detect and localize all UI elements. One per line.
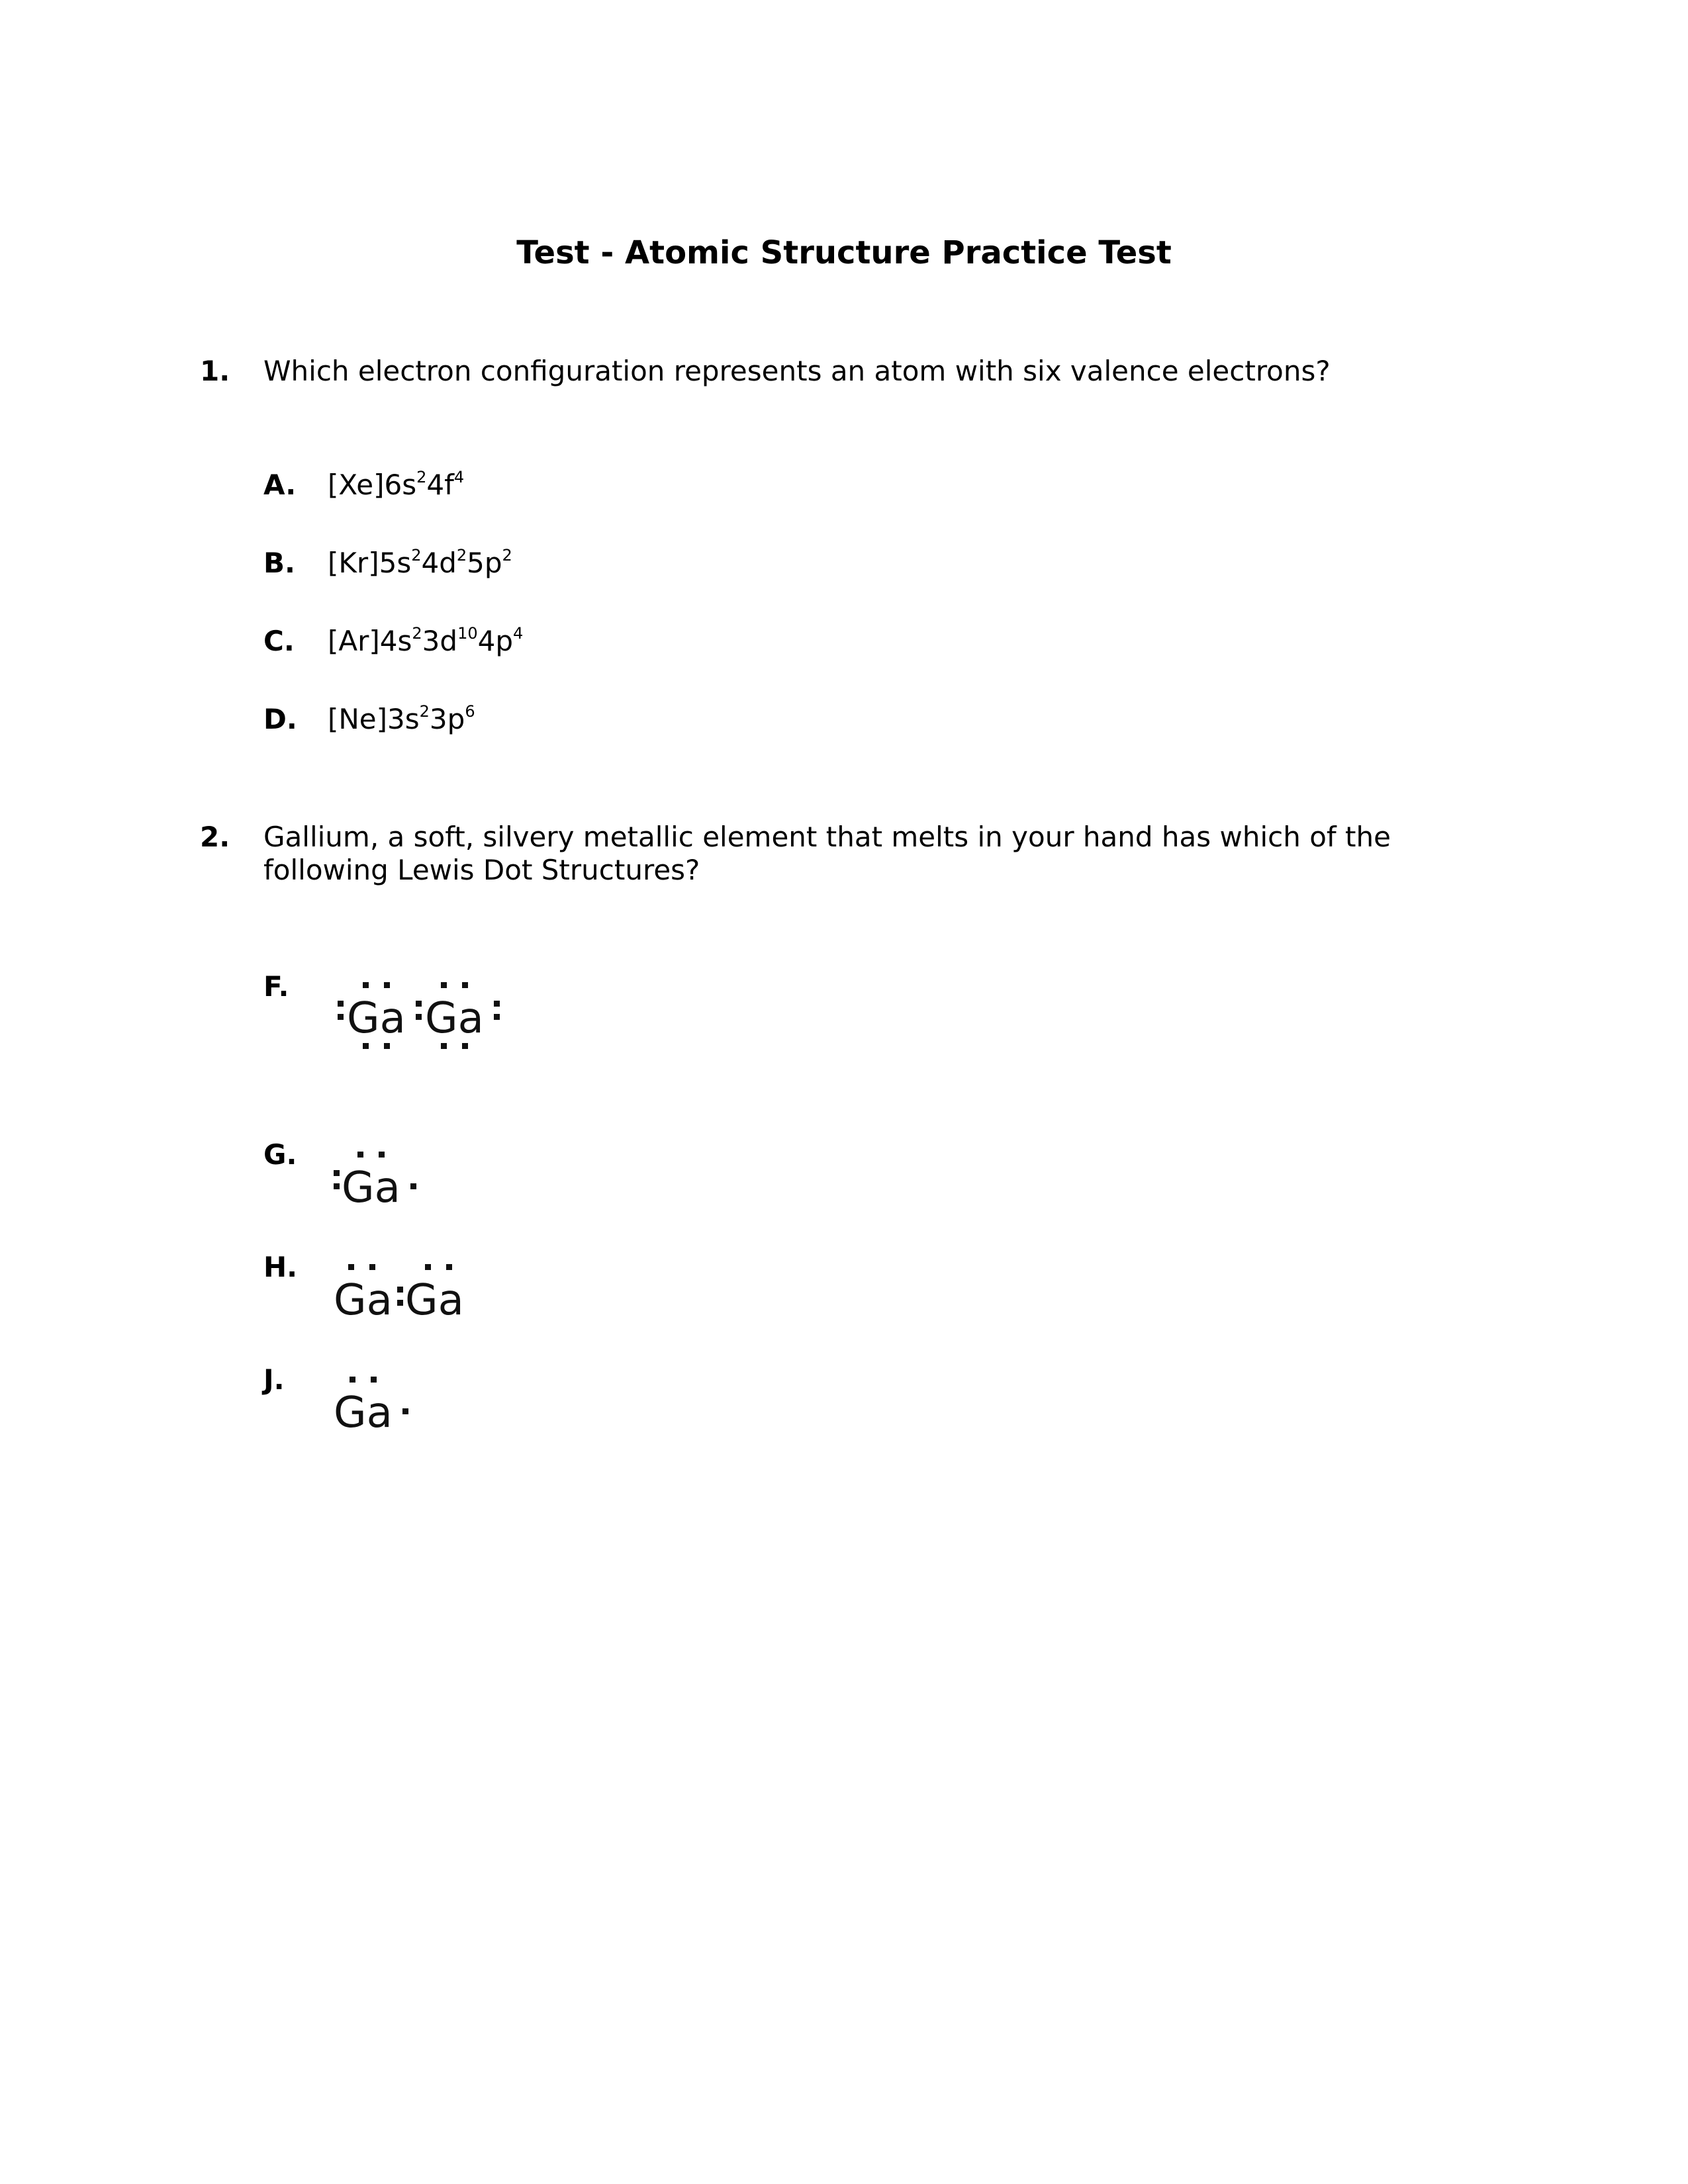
- electron-count: 2: [502, 546, 512, 565]
- question-1-text: Which electron configuration represents an atom with six valence electrons?: [263, 355, 1331, 387]
- core-notation: [Kr]: [328, 547, 379, 579]
- option-g-letter: G.: [263, 1138, 297, 1171]
- ga-symbol: Ga: [334, 1276, 393, 1321]
- lewis-structure-f: [331, 973, 516, 1059]
- ga-symbol: Ga: [425, 994, 484, 1043]
- question-1-number: 1.: [200, 355, 230, 387]
- orbital: 5p: [467, 547, 502, 579]
- electron-count: 10: [457, 624, 478, 643]
- option-f-letter: F.: [263, 970, 289, 1003]
- electron-count: 6: [465, 702, 475, 721]
- option-d-config: [328, 703, 475, 740]
- option-b-letter: B.: [263, 547, 295, 579]
- ga-symbol: Ga: [342, 1163, 400, 1208]
- option-b-config: [328, 547, 512, 584]
- question-2-text: Gallium, a soft, silvery metallic element that melts in your hand has which of the following Lewis Dot Structures?: [263, 821, 1391, 886]
- option-d-letter: D.: [263, 703, 297, 735]
- orbital: 4f: [426, 469, 454, 501]
- electron-count: 2: [412, 624, 422, 643]
- orbital: 6s: [384, 469, 417, 501]
- electron-count: 4: [513, 624, 524, 643]
- electron-count: 2: [416, 468, 427, 486]
- electron-count: 4: [453, 468, 465, 486]
- electron-count: 2: [456, 546, 467, 565]
- lewis-structure-j: [331, 1367, 437, 1433]
- electron-count: 2: [411, 546, 422, 565]
- orbital: 4d: [421, 547, 457, 579]
- page-title: Test - Atomic Structure Practice Test: [516, 234, 1172, 271]
- core-notation: [Xe]: [328, 469, 385, 501]
- lewis-structure-g: [331, 1142, 437, 1208]
- orbital: 4p: [477, 625, 513, 657]
- ga-symbol: Ga: [334, 1388, 393, 1433]
- orbital: 3p: [429, 703, 465, 735]
- question-2-number: 2.: [200, 821, 230, 853]
- option-h-letter: H.: [263, 1251, 298, 1283]
- option-j-letter: J.: [263, 1363, 285, 1396]
- core-notation: [Ar]: [328, 625, 380, 657]
- ga-symbol: Ga: [347, 994, 406, 1043]
- orbital: 3s: [387, 703, 420, 735]
- core-notation: [Ne]: [328, 703, 388, 735]
- option-c-config: [328, 625, 523, 662]
- lewis-structure-h: [331, 1255, 490, 1321]
- orbital: 3d: [422, 625, 458, 657]
- option-a-config: [328, 469, 464, 506]
- orbital: 5s: [379, 547, 412, 579]
- option-a-letter: A.: [263, 469, 297, 501]
- orbital: 4s: [379, 625, 412, 657]
- ga-symbol: Ga: [405, 1276, 464, 1321]
- electron-count: 2: [419, 702, 430, 721]
- option-c-letter: C.: [263, 625, 295, 657]
